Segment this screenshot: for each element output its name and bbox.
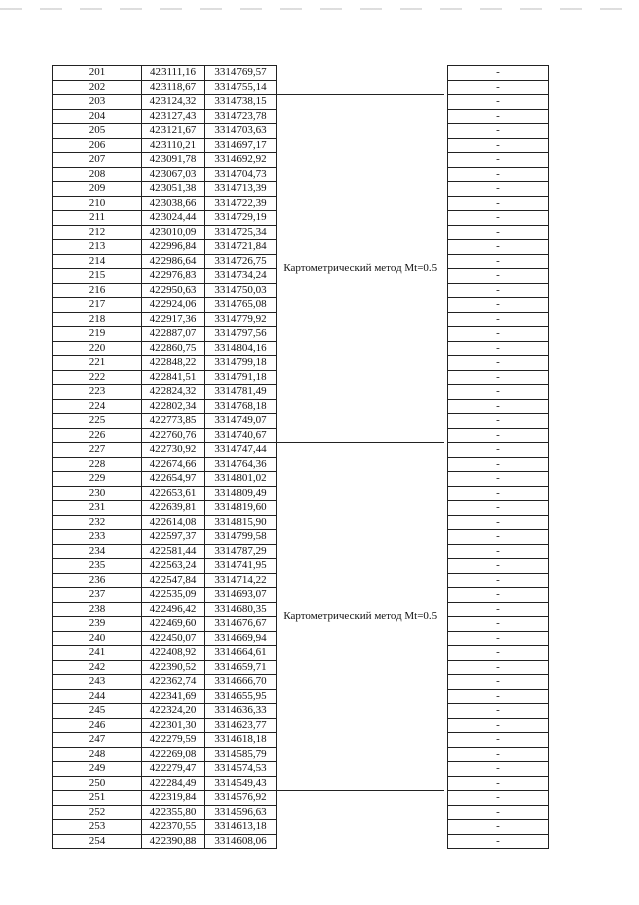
point-number-cell: 206 bbox=[53, 138, 142, 153]
x-coordinate-cell: 422269,08 bbox=[142, 747, 205, 762]
y-coordinate-cell: 3314740,67 bbox=[205, 428, 277, 443]
x-coordinate-cell: 422917,36 bbox=[142, 312, 205, 327]
point-number-cell: 207 bbox=[53, 153, 142, 168]
y-coordinate-cell: 3314704,73 bbox=[205, 167, 277, 182]
point-number-cell: 237 bbox=[53, 588, 142, 603]
value-cell: - bbox=[448, 573, 549, 588]
point-number-cell: 251 bbox=[53, 791, 142, 806]
x-coordinate-cell: 422547,84 bbox=[142, 573, 205, 588]
x-coordinate-cell: 422319,84 bbox=[142, 791, 205, 806]
x-coordinate-cell: 422450,07 bbox=[142, 631, 205, 646]
y-coordinate-cell: 3314723,78 bbox=[205, 109, 277, 124]
x-coordinate-cell: 422597,37 bbox=[142, 530, 205, 545]
y-coordinate-cell: 3314799,58 bbox=[205, 530, 277, 545]
value-cell: - bbox=[448, 341, 549, 356]
x-coordinate-cell: 422614,08 bbox=[142, 515, 205, 530]
y-coordinate-cell: 3314549,43 bbox=[205, 776, 277, 791]
x-coordinate-cell: 423038,66 bbox=[142, 196, 205, 211]
value-cell: - bbox=[448, 414, 549, 429]
y-coordinate-cell: 3314714,22 bbox=[205, 573, 277, 588]
point-number-cell: 250 bbox=[53, 776, 142, 791]
value-cell: - bbox=[448, 153, 549, 168]
value-cell: - bbox=[448, 399, 549, 414]
y-coordinate-cell: 3314738,15 bbox=[205, 95, 277, 110]
method-cell bbox=[277, 791, 444, 849]
y-coordinate-cell: 3314779,92 bbox=[205, 312, 277, 327]
y-coordinate-cell: 3314722,39 bbox=[205, 196, 277, 211]
y-coordinate-cell: 3314741,95 bbox=[205, 559, 277, 574]
x-coordinate-cell: 423124,32 bbox=[142, 95, 205, 110]
x-coordinate-cell: 422824,32 bbox=[142, 385, 205, 400]
point-number-cell: 230 bbox=[53, 486, 142, 501]
value-cell: - bbox=[448, 689, 549, 704]
point-number-cell: 244 bbox=[53, 689, 142, 704]
value-cell: - bbox=[448, 733, 549, 748]
x-coordinate-cell: 422362,74 bbox=[142, 675, 205, 690]
point-number-cell: 249 bbox=[53, 762, 142, 777]
point-number-cell: 216 bbox=[53, 283, 142, 298]
point-number-cell: 243 bbox=[53, 675, 142, 690]
point-number-cell: 210 bbox=[53, 196, 142, 211]
point-number-cell: 208 bbox=[53, 167, 142, 182]
y-coordinate-cell: 3314618,18 bbox=[205, 733, 277, 748]
value-cell: - bbox=[448, 283, 549, 298]
x-coordinate-cell: 422639,81 bbox=[142, 501, 205, 516]
x-coordinate-cell: 423067,03 bbox=[142, 167, 205, 182]
x-coordinate-cell: 422674,66 bbox=[142, 457, 205, 472]
table-row bbox=[53, 791, 549, 806]
point-number-cell: 242 bbox=[53, 660, 142, 675]
value-cell: - bbox=[448, 327, 549, 342]
x-coordinate-cell: 423111,16 bbox=[142, 66, 205, 81]
y-coordinate-cell: 3314576,92 bbox=[205, 791, 277, 806]
value-cell: - bbox=[448, 747, 549, 762]
x-coordinate-cell: 423010,09 bbox=[142, 225, 205, 240]
x-coordinate-cell: 423118,67 bbox=[142, 80, 205, 95]
value-cell: - bbox=[448, 269, 549, 284]
table-row bbox=[53, 443, 549, 458]
y-coordinate-cell: 3314781,49 bbox=[205, 385, 277, 400]
value-cell: - bbox=[448, 457, 549, 472]
value-cell: - bbox=[448, 95, 549, 110]
y-coordinate-cell: 3314613,18 bbox=[205, 820, 277, 835]
scan-header-artifact bbox=[0, 8, 639, 10]
value-cell: - bbox=[448, 675, 549, 690]
y-coordinate-cell: 3314659,71 bbox=[205, 660, 277, 675]
y-coordinate-cell: 3314608,06 bbox=[205, 834, 277, 849]
x-coordinate-cell: 422986,64 bbox=[142, 254, 205, 269]
point-number-cell: 227 bbox=[53, 443, 142, 458]
value-cell: - bbox=[448, 211, 549, 226]
y-coordinate-cell: 3314750,03 bbox=[205, 283, 277, 298]
point-number-cell: 212 bbox=[53, 225, 142, 240]
x-coordinate-cell: 422279,59 bbox=[142, 733, 205, 748]
y-coordinate-cell: 3314768,18 bbox=[205, 399, 277, 414]
value-cell: - bbox=[448, 443, 549, 458]
x-coordinate-cell: 423024,44 bbox=[142, 211, 205, 226]
point-number-cell: 222 bbox=[53, 370, 142, 385]
value-cell: - bbox=[448, 834, 549, 849]
value-cell: - bbox=[448, 298, 549, 313]
y-coordinate-cell: 3314713,39 bbox=[205, 182, 277, 197]
y-coordinate-cell: 3314749,07 bbox=[205, 414, 277, 429]
value-cell: - bbox=[448, 544, 549, 559]
point-number-cell: 219 bbox=[53, 327, 142, 342]
y-coordinate-cell: 3314585,79 bbox=[205, 747, 277, 762]
value-cell: - bbox=[448, 530, 549, 545]
y-coordinate-cell: 3314697,17 bbox=[205, 138, 277, 153]
x-coordinate-cell: 423127,43 bbox=[142, 109, 205, 124]
y-coordinate-cell: 3314769,57 bbox=[205, 66, 277, 81]
x-coordinate-cell: 422996,84 bbox=[142, 240, 205, 255]
x-coordinate-cell: 422841,51 bbox=[142, 370, 205, 385]
x-coordinate-cell: 422802,34 bbox=[142, 399, 205, 414]
x-coordinate-cell: 422408,92 bbox=[142, 646, 205, 661]
y-coordinate-cell: 3314636,33 bbox=[205, 704, 277, 719]
x-coordinate-cell: 422390,88 bbox=[142, 834, 205, 849]
value-cell: - bbox=[448, 254, 549, 269]
y-coordinate-cell: 3314804,16 bbox=[205, 341, 277, 356]
value-cell: - bbox=[448, 356, 549, 371]
method-cell: Картометрический метод Mt=0.5 bbox=[277, 443, 444, 791]
point-number-cell: 221 bbox=[53, 356, 142, 371]
x-coordinate-cell: 422324,20 bbox=[142, 704, 205, 719]
value-cell: - bbox=[448, 501, 549, 516]
y-coordinate-cell: 3314755,14 bbox=[205, 80, 277, 95]
y-coordinate-cell: 3314596,63 bbox=[205, 805, 277, 820]
value-cell: - bbox=[448, 631, 549, 646]
y-coordinate-cell: 3314809,49 bbox=[205, 486, 277, 501]
point-number-cell: 217 bbox=[53, 298, 142, 313]
point-number-cell: 201 bbox=[53, 66, 142, 81]
y-coordinate-cell: 3314574,53 bbox=[205, 762, 277, 777]
y-coordinate-cell: 3314791,18 bbox=[205, 370, 277, 385]
coordinates-table bbox=[52, 65, 549, 849]
value-cell: - bbox=[448, 240, 549, 255]
value-cell: - bbox=[448, 704, 549, 719]
x-coordinate-cell: 422301,30 bbox=[142, 718, 205, 733]
value-cell: - bbox=[448, 602, 549, 617]
value-cell: - bbox=[448, 124, 549, 139]
point-number-cell: 252 bbox=[53, 805, 142, 820]
value-cell: - bbox=[448, 646, 549, 661]
y-coordinate-cell: 3314721,84 bbox=[205, 240, 277, 255]
x-coordinate-cell: 422581,44 bbox=[142, 544, 205, 559]
y-coordinate-cell: 3314797,56 bbox=[205, 327, 277, 342]
y-coordinate-cell: 3314729,19 bbox=[205, 211, 277, 226]
y-coordinate-cell: 3314815,90 bbox=[205, 515, 277, 530]
x-coordinate-cell: 422535,09 bbox=[142, 588, 205, 603]
value-cell: - bbox=[448, 109, 549, 124]
x-coordinate-cell: 423121,67 bbox=[142, 124, 205, 139]
x-coordinate-cell: 422390,52 bbox=[142, 660, 205, 675]
x-coordinate-cell: 423051,38 bbox=[142, 182, 205, 197]
y-coordinate-cell: 3314703,63 bbox=[205, 124, 277, 139]
point-number-cell: 231 bbox=[53, 501, 142, 516]
point-number-cell: 236 bbox=[53, 573, 142, 588]
y-coordinate-cell: 3314623,77 bbox=[205, 718, 277, 733]
value-cell: - bbox=[448, 225, 549, 240]
point-number-cell: 241 bbox=[53, 646, 142, 661]
x-coordinate-cell: 422860,75 bbox=[142, 341, 205, 356]
value-cell: - bbox=[448, 312, 549, 327]
y-coordinate-cell: 3314666,70 bbox=[205, 675, 277, 690]
x-coordinate-cell: 422730,92 bbox=[142, 443, 205, 458]
y-coordinate-cell: 3314692,92 bbox=[205, 153, 277, 168]
coordinates-table-body bbox=[53, 66, 549, 849]
point-number-cell: 245 bbox=[53, 704, 142, 719]
x-coordinate-cell: 422760,76 bbox=[142, 428, 205, 443]
x-coordinate-cell: 422355,80 bbox=[142, 805, 205, 820]
x-coordinate-cell: 422976,83 bbox=[142, 269, 205, 284]
value-cell: - bbox=[448, 370, 549, 385]
value-cell: - bbox=[448, 588, 549, 603]
value-cell: - bbox=[448, 80, 549, 95]
point-number-cell: 232 bbox=[53, 515, 142, 530]
value-cell: - bbox=[448, 762, 549, 777]
y-coordinate-cell: 3314669,94 bbox=[205, 631, 277, 646]
point-number-cell: 203 bbox=[53, 95, 142, 110]
x-coordinate-cell: 422950,63 bbox=[142, 283, 205, 298]
point-number-cell: 202 bbox=[53, 80, 142, 95]
x-coordinate-cell: 422341,69 bbox=[142, 689, 205, 704]
point-number-cell: 248 bbox=[53, 747, 142, 762]
point-number-cell: 205 bbox=[53, 124, 142, 139]
value-cell: - bbox=[448, 66, 549, 81]
point-number-cell: 226 bbox=[53, 428, 142, 443]
y-coordinate-cell: 3314765,08 bbox=[205, 298, 277, 313]
value-cell: - bbox=[448, 167, 549, 182]
point-number-cell: 214 bbox=[53, 254, 142, 269]
table-row bbox=[53, 66, 549, 81]
point-number-cell: 218 bbox=[53, 312, 142, 327]
x-coordinate-cell: 422773,85 bbox=[142, 414, 205, 429]
method-cell: Картометрический метод Mt=0.5 bbox=[277, 95, 444, 443]
x-coordinate-cell: 422924,06 bbox=[142, 298, 205, 313]
value-cell: - bbox=[448, 138, 549, 153]
value-cell: - bbox=[448, 820, 549, 835]
x-coordinate-cell: 422496,42 bbox=[142, 602, 205, 617]
point-number-cell: 247 bbox=[53, 733, 142, 748]
point-number-cell: 225 bbox=[53, 414, 142, 429]
y-coordinate-cell: 3314787,29 bbox=[205, 544, 277, 559]
value-cell: - bbox=[448, 182, 549, 197]
y-coordinate-cell: 3314725,34 bbox=[205, 225, 277, 240]
x-coordinate-cell: 422370,55 bbox=[142, 820, 205, 835]
point-number-cell: 215 bbox=[53, 269, 142, 284]
x-coordinate-cell: 422284,49 bbox=[142, 776, 205, 791]
point-number-cell: 253 bbox=[53, 820, 142, 835]
value-cell: - bbox=[448, 385, 549, 400]
y-coordinate-cell: 3314726,75 bbox=[205, 254, 277, 269]
y-coordinate-cell: 3314764,36 bbox=[205, 457, 277, 472]
point-number-cell: 239 bbox=[53, 617, 142, 632]
point-number-cell: 240 bbox=[53, 631, 142, 646]
point-number-cell: 209 bbox=[53, 182, 142, 197]
x-coordinate-cell: 422653,61 bbox=[142, 486, 205, 501]
y-coordinate-cell: 3314801,02 bbox=[205, 472, 277, 487]
value-cell: - bbox=[448, 805, 549, 820]
point-number-cell: 213 bbox=[53, 240, 142, 255]
x-coordinate-cell: 422887,07 bbox=[142, 327, 205, 342]
value-cell: - bbox=[448, 559, 549, 574]
x-coordinate-cell: 423091,78 bbox=[142, 153, 205, 168]
point-number-cell: 229 bbox=[53, 472, 142, 487]
value-cell: - bbox=[448, 486, 549, 501]
x-coordinate-cell: 422279,47 bbox=[142, 762, 205, 777]
y-coordinate-cell: 3314680,35 bbox=[205, 602, 277, 617]
value-cell: - bbox=[448, 515, 549, 530]
point-number-cell: 224 bbox=[53, 399, 142, 414]
y-coordinate-cell: 3314819,60 bbox=[205, 501, 277, 516]
point-number-cell: 233 bbox=[53, 530, 142, 545]
value-cell: - bbox=[448, 196, 549, 211]
value-cell: - bbox=[448, 428, 549, 443]
point-number-cell: 246 bbox=[53, 718, 142, 733]
y-coordinate-cell: 3314734,24 bbox=[205, 269, 277, 284]
value-cell: - bbox=[448, 617, 549, 632]
point-number-cell: 254 bbox=[53, 834, 142, 849]
point-number-cell: 235 bbox=[53, 559, 142, 574]
point-number-cell: 220 bbox=[53, 341, 142, 356]
y-coordinate-cell: 3314747,44 bbox=[205, 443, 277, 458]
y-coordinate-cell: 3314799,18 bbox=[205, 356, 277, 371]
x-coordinate-cell: 422563,24 bbox=[142, 559, 205, 574]
point-number-cell: 234 bbox=[53, 544, 142, 559]
y-coordinate-cell: 3314664,61 bbox=[205, 646, 277, 661]
y-coordinate-cell: 3314655,95 bbox=[205, 689, 277, 704]
x-coordinate-cell: 422654,97 bbox=[142, 472, 205, 487]
y-coordinate-cell: 3314676,67 bbox=[205, 617, 277, 632]
y-coordinate-cell: 3314693,07 bbox=[205, 588, 277, 603]
table-row bbox=[53, 95, 549, 110]
value-cell: - bbox=[448, 791, 549, 806]
value-cell: - bbox=[448, 776, 549, 791]
point-number-cell: 211 bbox=[53, 211, 142, 226]
point-number-cell: 238 bbox=[53, 602, 142, 617]
x-coordinate-cell: 423110,21 bbox=[142, 138, 205, 153]
point-number-cell: 223 bbox=[53, 385, 142, 400]
method-cell bbox=[277, 66, 444, 95]
value-cell: - bbox=[448, 718, 549, 733]
point-number-cell: 204 bbox=[53, 109, 142, 124]
point-number-cell: 228 bbox=[53, 457, 142, 472]
value-cell: - bbox=[448, 472, 549, 487]
value-cell: - bbox=[448, 660, 549, 675]
x-coordinate-cell: 422848,22 bbox=[142, 356, 205, 371]
x-coordinate-cell: 422469,60 bbox=[142, 617, 205, 632]
